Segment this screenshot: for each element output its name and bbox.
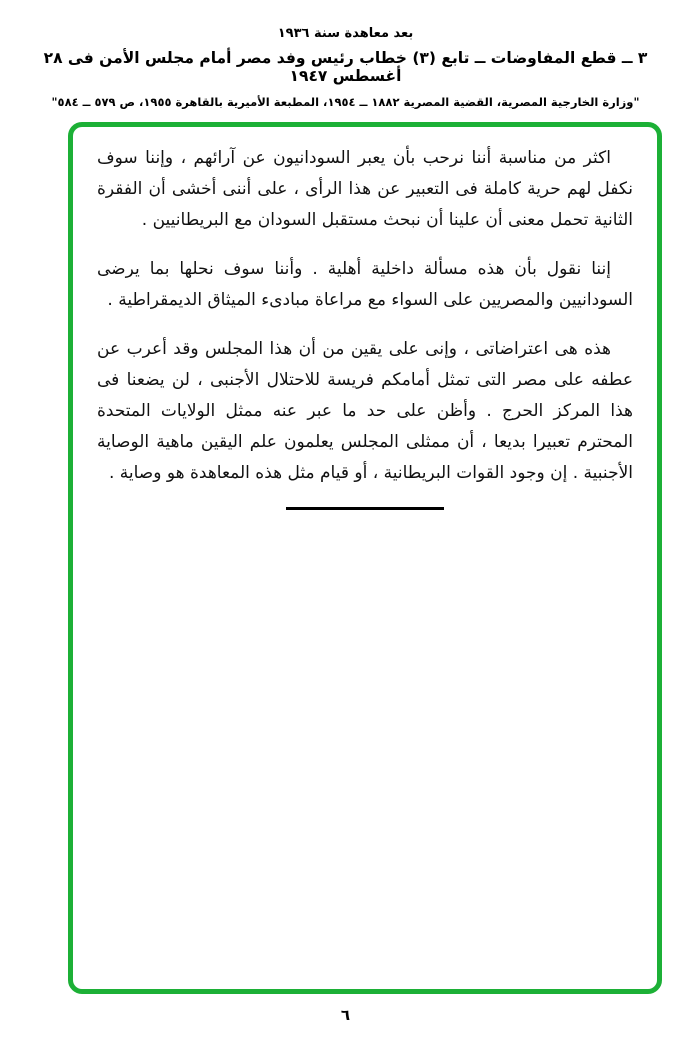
header-source-line: "وزارة الخارجية المصرية، القضية المصرية ١٨٨٢ ــ ١٩٥٤، المطبعة الأميرية بالقاهرة ١٩٥٥، ص ٥٧٩ ــ ٥٨٤" (51, 95, 640, 109)
page-number: ٦ (340, 1006, 351, 1024)
header-title-line: ٣ ــ قطع المفاوضات ــ تابع (٣) خطاب رئيس وفد مصر أمام مجلس الأمن فى ٢٨ أغسطس ١٩٤٧ (43, 49, 648, 85)
body-paragraph: هذه هى اعتراضاتى ، وإنى على يقين من أن هذا المجلس وقد أعرب عن عطفه على مصر التى تمثل أمامكم فريسة للاحتلال الأجنبى ، لن يضعنا فى هذا المركز الحرج . وأظن على حد ما عبر عنه ممثل الولايات المتحدة المحترم تعبيرا بديعا ، أن ممثلى المجلس يعلمون علم اليقين ماهية الوصاية الأجنبية . إن وجود القوات البريطانية ، أو قيام مثل هذه المعاهدة هو وصاية . (97, 339, 633, 483)
header-chapter-line: بعد معاهدة سنة ١٩٣٦ (277, 26, 414, 41)
body-paragraph: إننا نقول بأن هذه مسألة داخلية أهلية . وأننا سوف نحلها بما يرضى السودانيين والمصريين على السواء مع مراعاة مبادىء الميثاق الديمقراطية . (97, 259, 633, 310)
page-header (0, 26, 691, 109)
section-divider (286, 507, 444, 510)
document-frame (68, 122, 662, 994)
body-paragraph: اكثر من مناسبة أننا نرحب بأن يعبر السودانيون عن آرائهم ، وإننا سوف نكفل لهم حرية كاملة فى التعبير عن هذا الرأى ، على أننى أخشى أن الفقرة الثانية تحمل معنى أن علينا أن نبحث مستقبل السودان مع البريطانيين . (97, 148, 633, 230)
